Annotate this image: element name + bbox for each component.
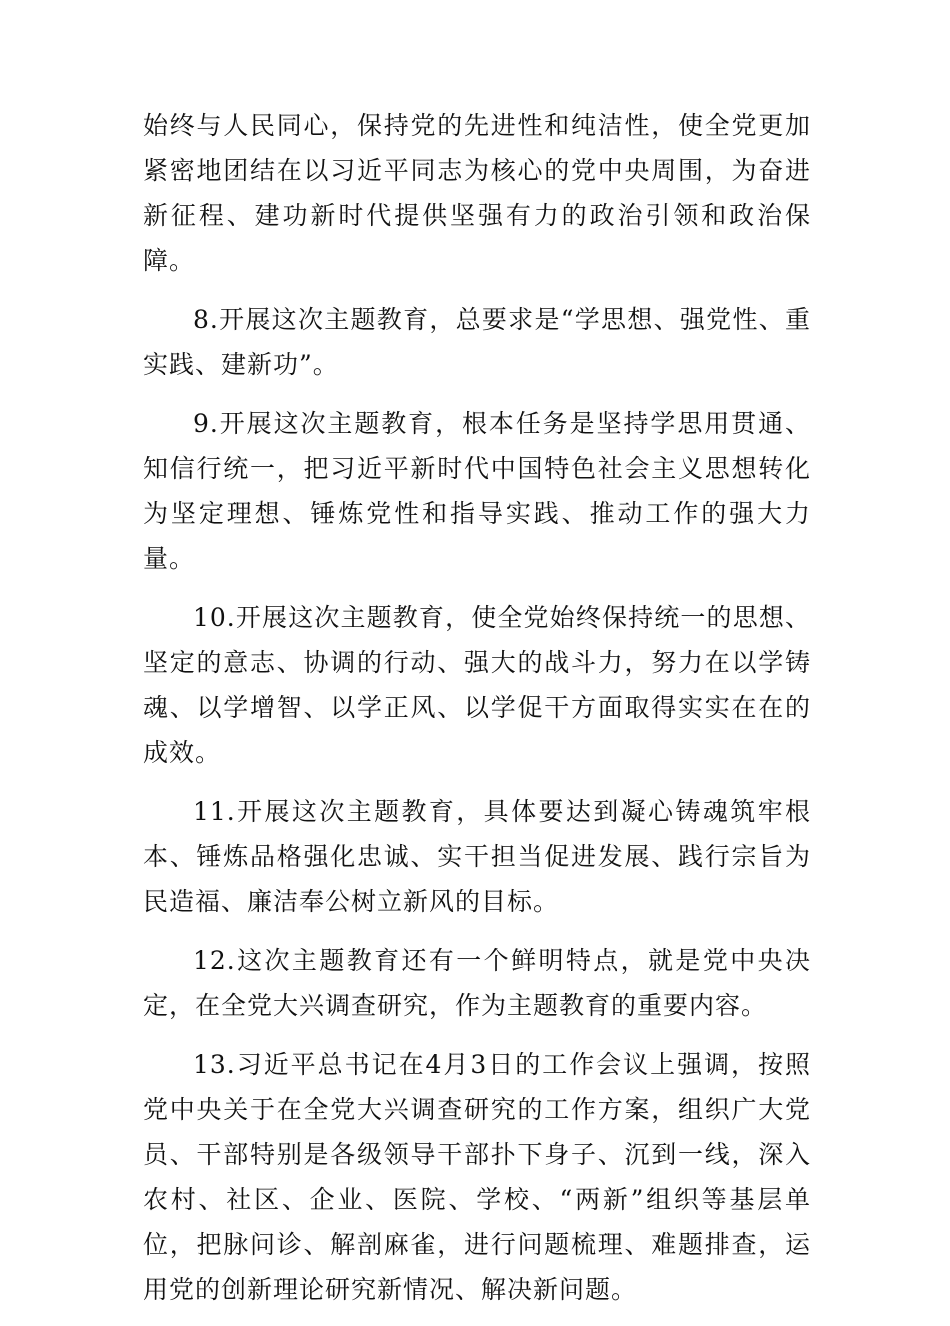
paragraph-continuation: 始终与人民同心，保持党的先进性和纯洁性，使全党更加紧密地团结在以习近平同志为核心的党中央周围，为奋进新征程、建功新时代提供坚强有力的政治引领和政治保障。	[143, 111, 811, 275]
paragraph-item-10: 10.开展这次主题教育，使全党始终保持统一的思想、坚定的意志、协调的行动、强大的战斗力，努力在以学铸魂、以学增智、以学正风、以学促干方面取得实实在在的成效。	[143, 603, 811, 767]
document-page	[143, 103, 811, 1326]
paragraph-item-8: 8.开展这次主题教育，总要求是“学思想、强党性、重实践、建新功”。	[143, 305, 811, 379]
paragraph-item-11: 11.开展这次主题教育，具体要达到凝心铸魂筑牢根本、锤炼品格强化忠诚、实干担当促进发展、践行宗旨为民造福、廉洁奉公树立新风的目标。	[143, 797, 811, 916]
paragraph-item-9: 9.开展这次主题教育，根本任务是坚持学思用贯通、知信行统一，把习近平新时代中国特色社会主义思想转化为坚定理想、锤炼党性和指导实践、推动工作的强大力量。	[143, 409, 811, 573]
paragraph-item-12: 12.这次主题教育还有一个鲜明特点，就是党中央决定，在全党大兴调查研究，作为主题教育的重要内容。	[143, 946, 811, 1020]
paragraph-item-13: 13.习近平总书记在4月3日的工作会议上强调，按照党中央关于在全党大兴调查研究的工作方案，组织广大党员、干部特别是各级领导干部扑下身子、沉到一线，深入农村、社区、企业、医院、学校、“两新”组织等基层单位，把脉问诊、解剖麻雀，进行问题梳理、难题排查，运用党的创新理论研究新情况、解决新问题。	[143, 1050, 811, 1304]
